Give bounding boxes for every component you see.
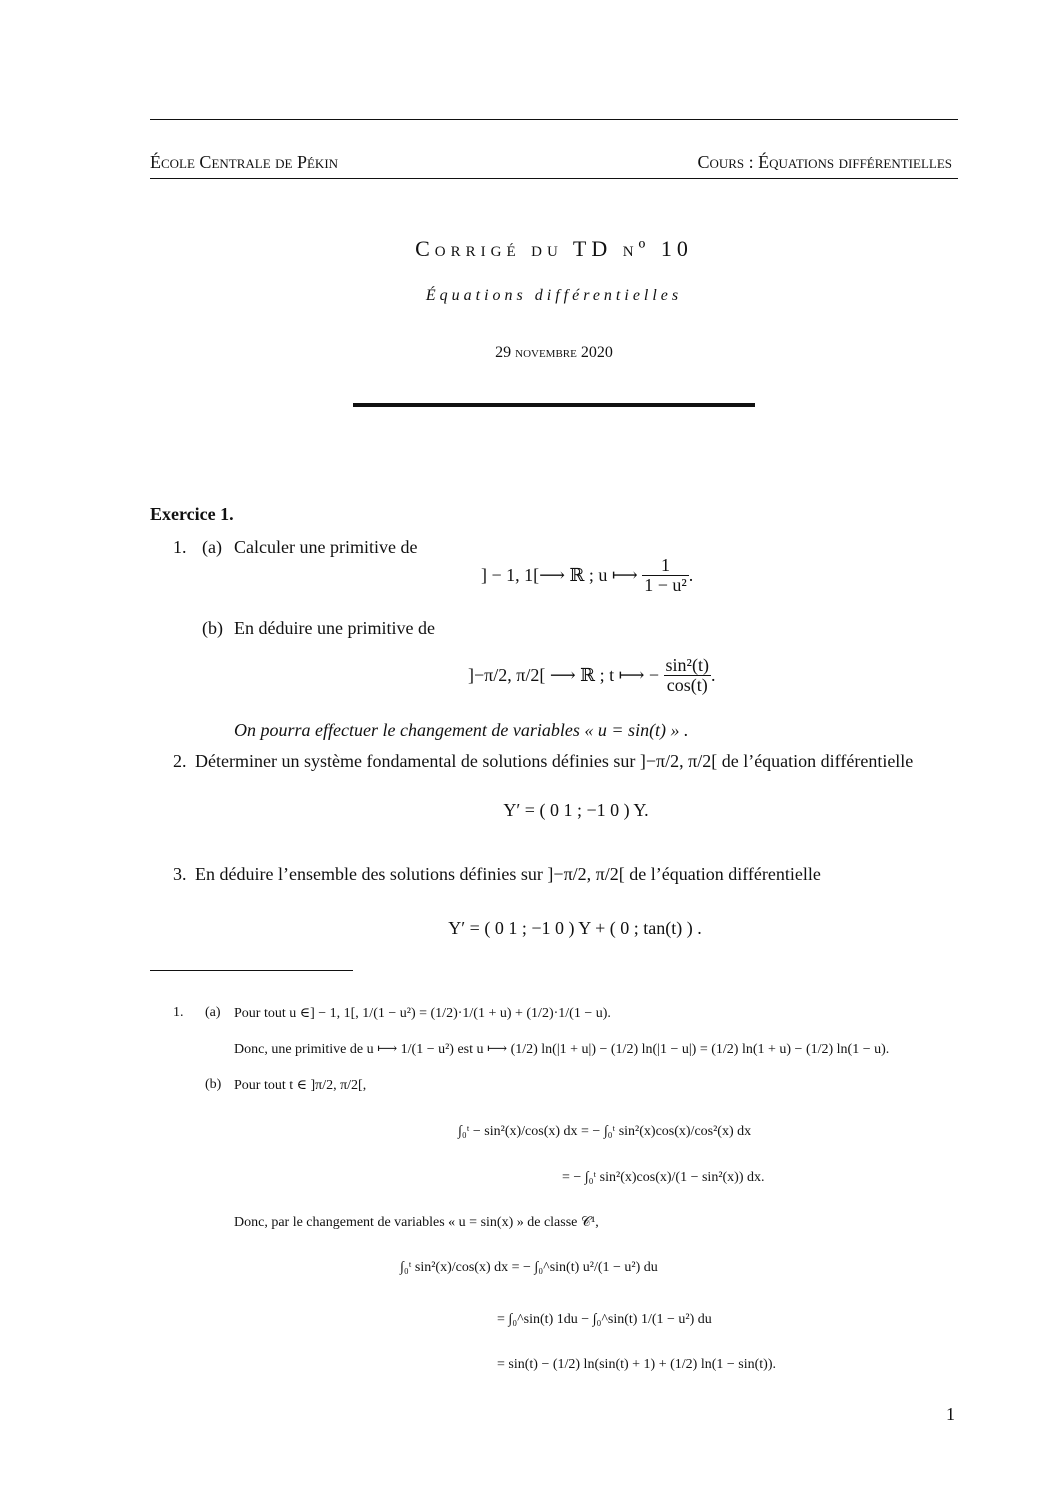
q1a-fraction [642, 556, 689, 595]
q1b-formula-left: ]−π/2, π/2[ ⟶ ℝ ; t ⟼ − [468, 664, 660, 685]
q1b-fraction-num: sin²(t) [665, 655, 709, 675]
footnote-b-eq1-line2: = − ∫₀ᵗ sin²(x)cos(x)/(1 − sin²(x)) dx. [562, 1170, 765, 1185]
q1a-formula-end: . [688, 564, 694, 585]
footnote-a-line1: Pour tout u ∈] − 1, 1[, 1/(1 − u²) = (1/2)·1/(1 + u) + (1/2)·1/(1 − u). [234, 1006, 611, 1021]
footnote-b-eq1-line1: ∫₀ᵗ − sin²(x)/cos(x) dx = − ∫₀ᵗ sin²(x)cos(x)/cos²(x) dx [458, 1124, 752, 1139]
q1a-formula [481, 556, 693, 595]
q1a-fraction-den: 1 − u² [644, 574, 687, 595]
q1a-label: (a) [202, 537, 222, 557]
footnote-b-line1: Pour tout t ∈ ]π/2, π/2[, [234, 1078, 367, 1093]
footnote-b-eq2-line3: = sin(t) − (1/2) ln(sin(t) + 1) + (1/2) ln(1 − sin(t)). [497, 1357, 776, 1372]
footnote-a-line2: Donc, une primitive de u ⟼ 1/(1 − u²) est u ⟼ (1/2) ln(|1 + u|) − (1/2) ln(|1 − u|) = (1/2) ln(1 + u) − (1/2) ln(1 − u). [234, 1042, 890, 1057]
header-right: Cours : Équations différentielles [697, 152, 952, 172]
q1b-fraction [664, 656, 711, 695]
q2-number: 2. [173, 751, 187, 771]
q3-text: En déduire l’ensemble des solutions définies sur ]−π/2, π/2[ de l’équation différentielle [195, 864, 821, 884]
q2-text: Déterminer un système fondamental de solutions définies sur ]−π/2, π/2[ de l’équation différentielle [195, 751, 914, 771]
page-title: Corrigé du TD nº 10 [415, 236, 693, 261]
footnote-b-eq2-line2: = ∫₀^sin(t) 1du − ∫₀^sin(t) 1/(1 − u²) du [497, 1312, 712, 1327]
q2-formula: Y′ = ( 0 1 ; −1 0 ) Y. [503, 800, 649, 820]
footnote-number: 1. [173, 1005, 184, 1020]
q1a-fraction-num: 1 [642, 556, 689, 576]
page-number: 1 [946, 1404, 955, 1424]
page-subtitle: Équations différentielles [425, 287, 683, 304]
header-left: École Centrale de Pékin [150, 152, 339, 172]
footnote-b-label: (b) [205, 1077, 222, 1092]
header-top-rule [150, 119, 958, 120]
q1b-formula-end: . [710, 664, 716, 685]
page-date: 29 novembre 2020 [495, 344, 613, 361]
q1a-text: Calculer une primitive de [234, 537, 418, 557]
q3-number: 3. [173, 864, 187, 884]
q1b-label: (b) [202, 618, 223, 638]
exercise-heading: Exercice 1. [150, 504, 234, 524]
q1b-fraction-den: cos(t) [666, 674, 708, 695]
q1b-hint: On pourra effectuer le changement de variables « u = sin(t) » . [234, 720, 689, 740]
footnote-b-line2: Donc, par le changement de variables « u = sin(x) » de classe 𝒞¹, [234, 1215, 599, 1230]
q1-number: 1. [173, 537, 187, 557]
footnote-b-eq2-line1: ∫₀ᵗ sin²(x)/cos(x) dx = − ∫₀^sin(t) u²/(1 − u²) du [400, 1260, 658, 1275]
footnote-rule [150, 970, 353, 971]
header-bottom-rule [150, 178, 958, 179]
q1a-formula-left: ] − 1, 1[⟶ ℝ ; u ⟼ [481, 564, 638, 585]
title-rule [353, 403, 755, 407]
q3-formula: Y′ = ( 0 1 ; −1 0 ) Y + ( 0 ; tan(t) ) . [448, 918, 702, 938]
footnote-a-label: (a) [205, 1005, 221, 1020]
q1b-formula [468, 656, 715, 695]
q1b-text: En déduire une primitive de [234, 618, 435, 638]
